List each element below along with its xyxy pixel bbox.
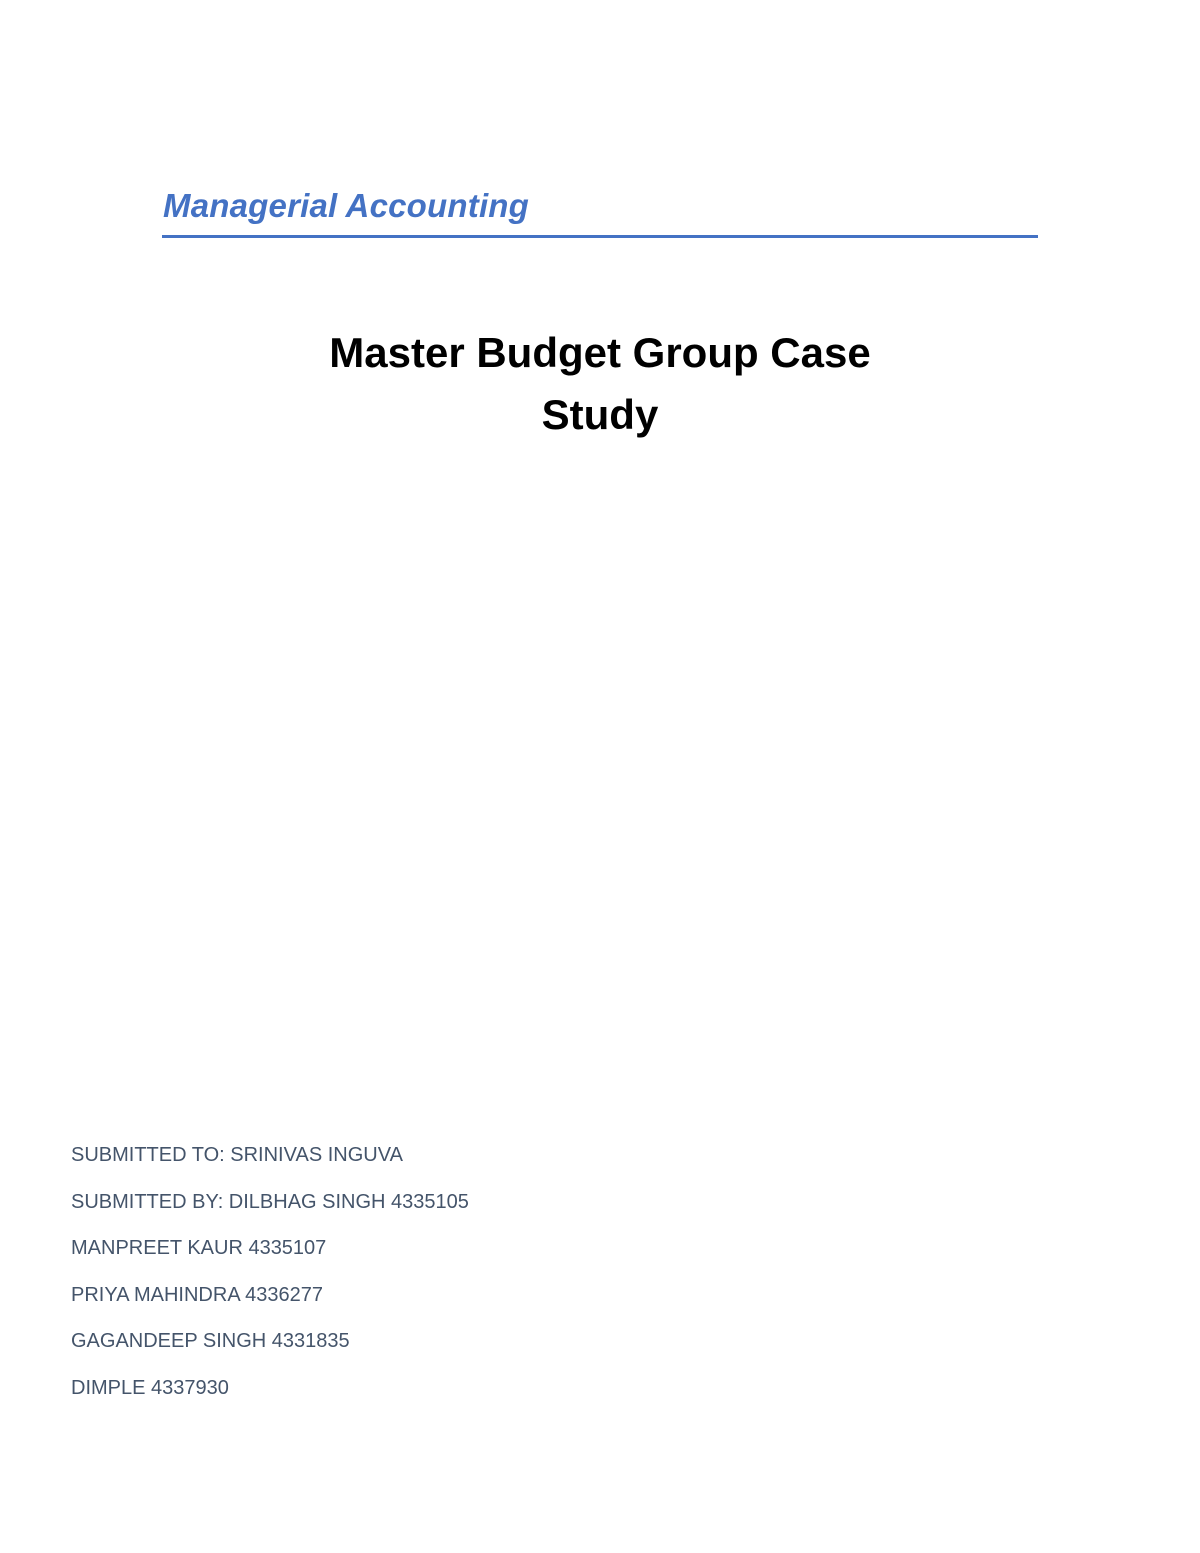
member-line: GAGANDEEP SINGH 4331835 [71,1330,350,1352]
document-title-line-2: Study [541,391,659,438]
submitted-to-line: SUBMITTED TO: SRINIVAS INGUVA [71,1144,403,1166]
member-line: MANPREET KAUR 4335107 [71,1237,327,1259]
title-underline [162,235,1038,238]
course-title: Managerial Accounting [163,187,530,224]
member-line: DIMPLE 4337930 [71,1376,229,1399]
document-title-line-1: Master Budget Group Case [329,329,871,376]
submission-block [71,1140,469,1419]
document-title [0,322,1200,446]
submitted-by-line: SUBMITTED BY: DILBHAG SINGH 4335105 [71,1190,469,1213]
member-line: PRIYA MAHINDRA 4336277 [71,1283,323,1306]
